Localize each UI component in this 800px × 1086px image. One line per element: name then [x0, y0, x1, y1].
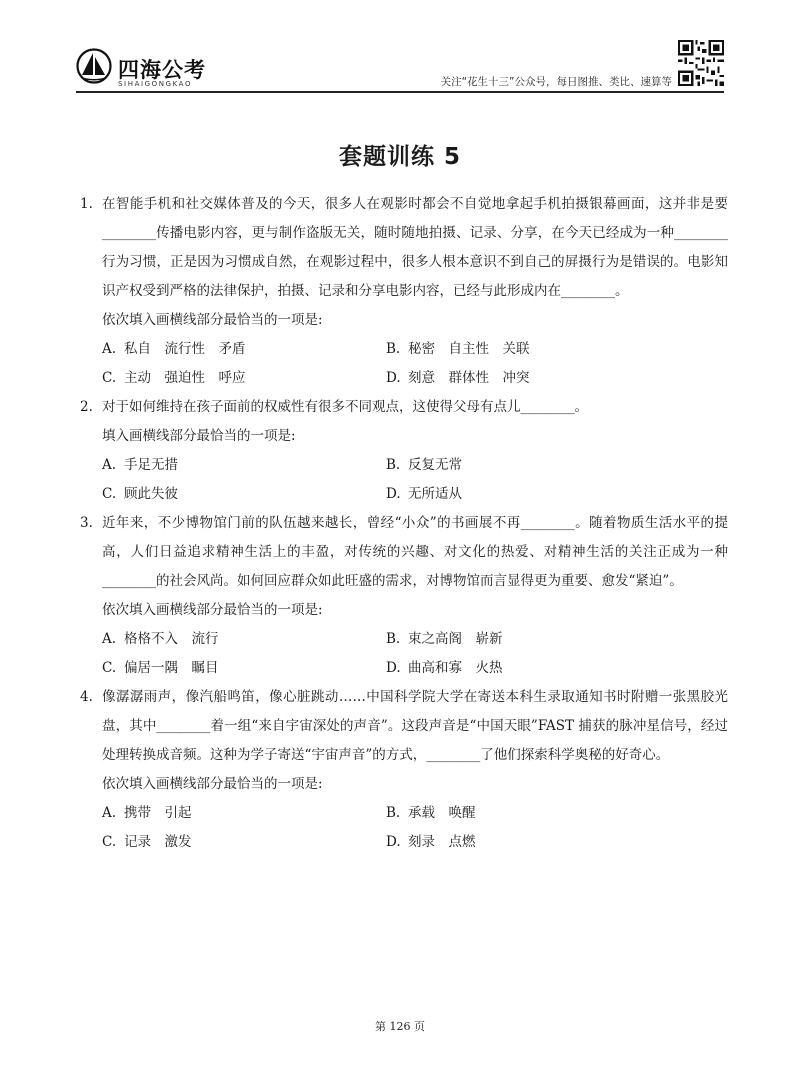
- option-label: D.: [386, 370, 401, 386]
- option-label: A.: [102, 457, 117, 473]
- option-d[interactable]: [386, 480, 728, 509]
- option-c[interactable]: [102, 654, 386, 683]
- option-d[interactable]: [386, 364, 728, 393]
- option-text: 手足无措: [124, 457, 178, 473]
- option-text: 秘密 自主性 关联: [408, 341, 530, 357]
- option-c[interactable]: [102, 480, 386, 509]
- option-a[interactable]: [102, 335, 386, 364]
- question-3: [80, 509, 728, 683]
- option-text: 格格不入 流行: [124, 631, 219, 647]
- option-label: D.: [386, 660, 401, 676]
- option-text: 无所适从: [408, 486, 462, 502]
- option-b[interactable]: [386, 451, 728, 480]
- qr-code-icon: [678, 40, 724, 86]
- page-number: 第 126 页: [375, 1020, 425, 1033]
- sailboat-logo-icon: [76, 48, 112, 84]
- option-label: D.: [386, 834, 401, 850]
- question-number: 2.: [80, 399, 93, 415]
- option-b[interactable]: [386, 335, 728, 364]
- question-number: 4.: [80, 689, 93, 705]
- option-list: [80, 451, 728, 509]
- option-text: 刻意 群体性 冲突: [408, 370, 530, 386]
- option-text: 顾此失彼: [124, 486, 178, 502]
- header-slogan: 关注“花生十三”公众号，每日图推、类比、速算等: [440, 76, 672, 88]
- header-divider: [76, 91, 724, 93]
- option-label: C.: [102, 834, 117, 850]
- brand-subtitle: SIHAIGONGKAO: [118, 80, 193, 88]
- option-text: 束之高阁 崭新: [408, 631, 503, 647]
- option-c[interactable]: [102, 828, 386, 857]
- option-c[interactable]: [102, 364, 386, 393]
- option-label: C.: [102, 370, 117, 386]
- option-b[interactable]: [386, 799, 728, 828]
- brand-name: 四海公考: [118, 58, 206, 82]
- option-a[interactable]: [102, 625, 386, 654]
- question-text: 对于如何维持在孩子面前的权威性有很多不同观点，这使得父母有点儿________。: [102, 399, 588, 415]
- option-text: 承载 唤醒: [408, 805, 476, 821]
- question-text: 近年来，不少博物馆门前的队伍越来越长，曾经“小众”的书画展不再________。随着物质生活水平的提高，人们日益追求精神生活上的丰盈，对传统的兴趣、对文化的热爱、对精神生活的关注正成为一种________的社会风尚。如何回应群众如此旺盛的需求，对博物馆而言显得更为重要、愈发“紧迫”。: [102, 515, 728, 589]
- page-title: 套题训练 5: [338, 144, 461, 170]
- option-d[interactable]: [386, 828, 728, 857]
- question-4: [80, 683, 728, 857]
- option-text: 反复无常: [408, 457, 462, 473]
- question-prompt: 依次填入画横线部分最恰当的一项是:: [102, 602, 323, 618]
- option-b[interactable]: [386, 625, 728, 654]
- option-text: 刻录 点燃: [408, 834, 476, 850]
- question-prompt: 填入画横线部分最恰当的一项是:: [102, 428, 296, 444]
- option-text: 私自 流行性 矛盾: [124, 341, 246, 357]
- option-text: 曲高和寡 火热: [408, 660, 503, 676]
- question-text: 在智能手机和社交媒体普及的今天，很多人在观影时都会不自觉地拿起手机拍摄银幕画面，这并非是要________传播电影内容，更与制作盗版无关，随时随地拍摄、记录、分享，在今天已经成为一种________行为习惯，正是因为习惯成自然，在观影过程中，很多人根本意识不到自己的屏摄行为是错误的。电影知识产权受到严格的法律保护，拍摄、记录和分享电影内容，已经与此形成内在________。: [102, 196, 728, 299]
- option-list: [80, 625, 728, 683]
- page-header: [0, 0, 800, 96]
- option-text: 记录 激发: [124, 834, 192, 850]
- option-list: [80, 335, 728, 393]
- option-label: B.: [386, 457, 401, 473]
- question-prompt: 依次填入画横线部分最恰当的一项是:: [102, 312, 323, 328]
- question-number: 1.: [80, 196, 93, 212]
- question-text: 像潺潺雨声，像汽船鸣笛，像心脏跳动……中国科学院大学在寄送本科生录取通知书时附赠一张黑胶光盘，其中________着一组“来自宇宙深处的声音”。这段声音是“中国天眼”FAST 捕获的脉冲星信号，经过处理转换成音频。这种为学子寄送“宇宙声音”的方式，________了他们探索科学奥秘的好奇心。: [102, 689, 728, 763]
- option-label: A.: [102, 341, 117, 357]
- option-text: 主动 强迫性 呼应: [124, 370, 246, 386]
- question-1: [80, 190, 728, 393]
- option-label: C.: [102, 486, 117, 502]
- option-text: 携带 引起: [124, 805, 192, 821]
- option-text: 偏居一隅 瞩目: [124, 660, 219, 676]
- option-d[interactable]: [386, 654, 728, 683]
- option-label: B.: [386, 805, 401, 821]
- question-list: [80, 190, 728, 857]
- option-a[interactable]: [102, 451, 386, 480]
- option-label: B.: [386, 631, 401, 647]
- option-label: B.: [386, 341, 401, 357]
- option-label: A.: [102, 631, 117, 647]
- question-number: 3.: [80, 515, 93, 531]
- question-2: [80, 393, 728, 509]
- option-a[interactable]: [102, 799, 386, 828]
- question-prompt: 依次填入画横线部分最恰当的一项是:: [102, 776, 323, 792]
- option-label: D.: [386, 486, 401, 502]
- option-list: [80, 799, 728, 857]
- option-label: A.: [102, 805, 117, 821]
- option-label: C.: [102, 660, 117, 676]
